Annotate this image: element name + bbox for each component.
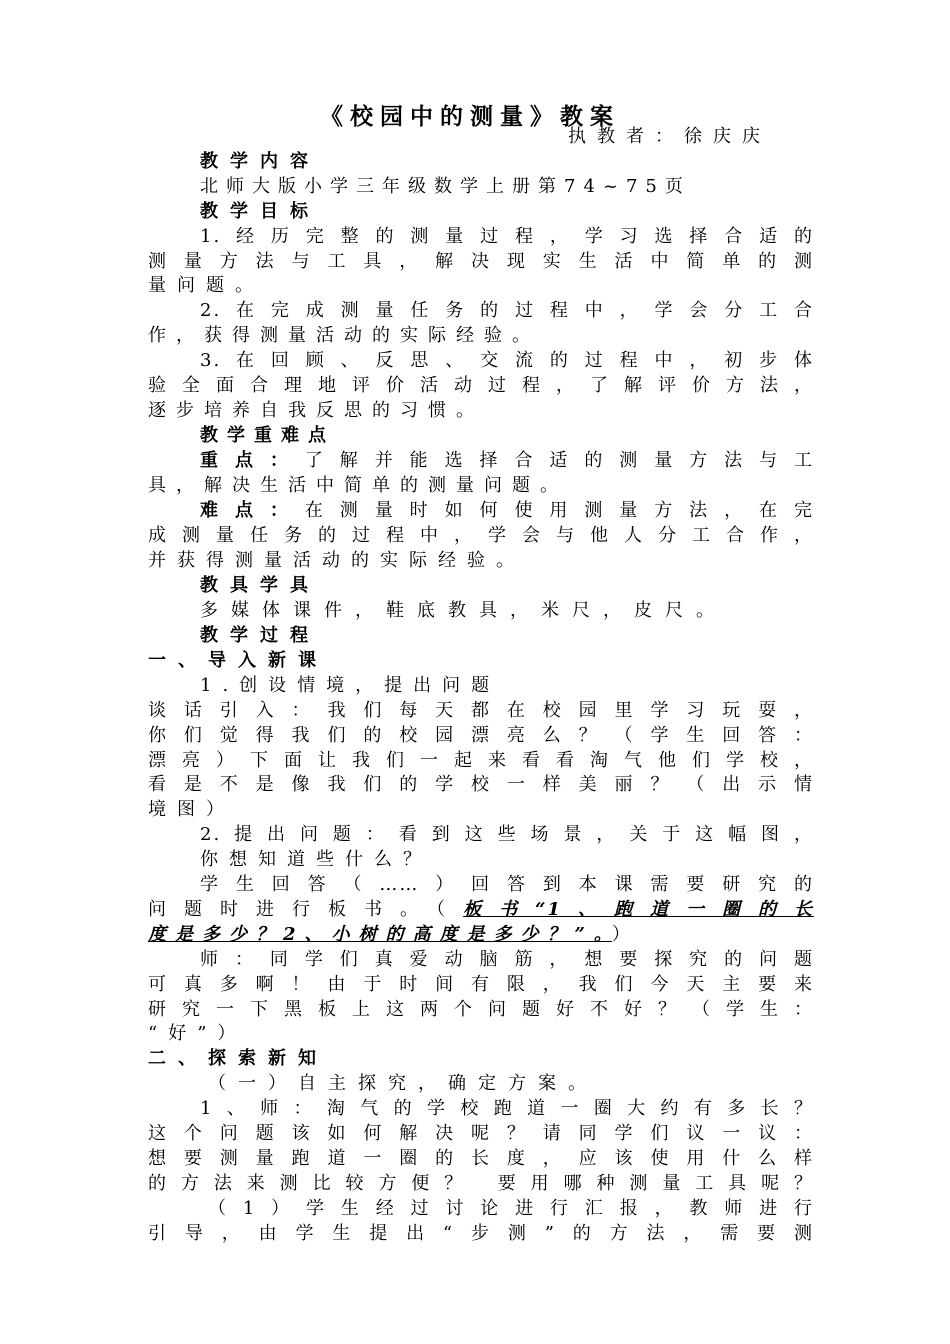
difficulty-line-2: 成测量任务的过程中，学会与他人分工合作， — [148, 525, 814, 546]
part-2-line-6: 引导，由学生提出“步测”的方法，需要测 — [148, 1223, 814, 1244]
tools-text: 多媒体课件，鞋底教具，米尺，皮尺。 — [200, 600, 727, 621]
goal-1-line-2: 测量方法与工具，解决现实生活中简单的测 — [148, 251, 814, 272]
heading-process: 教学过程 — [200, 625, 320, 646]
goal-1-line-3: 量问题。 — [148, 275, 264, 296]
part-2-line-3: 想要测量跑道一圈的长度，应该使用什么样 — [148, 1148, 814, 1169]
part-1-heading: 一、导入新课 — [148, 650, 328, 671]
board-note-2: 度是多少？2、小树的高度是多少？”。 — [148, 924, 612, 945]
content-text: 北师大版小学三年级数学上册第74~75页 — [200, 176, 691, 197]
key-point-label: 重点： — [200, 450, 305, 471]
part-1-line-11: 研究一下黑板上这两个问题好不好？（学生： — [148, 999, 814, 1020]
teacher-line: 执教者：徐庆庆 — [568, 126, 771, 147]
difficulty-line-3: 并获得测量活动的实际经验。 — [148, 550, 525, 571]
part-2-heading: 二、探索新知 — [148, 1048, 328, 1069]
key-point-line-1 — [200, 448, 814, 473]
goal-3-line-1: 3.在回顾、反思、交流的过程中，初步体 — [200, 350, 814, 371]
board-note-close: ） — [611, 924, 639, 945]
part-1-step-2: 2.提出问题：看到这些场景，关于这幅图， — [200, 824, 814, 845]
part-1-line-8 — [148, 922, 738, 947]
key-point-line-2: 具，解决生活中简单的测量问题。 — [148, 475, 568, 496]
board-note-1: 板书“1、跑道一圈的长 — [463, 899, 814, 920]
part-2-line-4: 的方法来测比较方便？ 要用哪种测量工具呢？ — [148, 1173, 814, 1194]
goal-3-line-2: 验全面合理地评价活动过程，了解评价方法， — [148, 375, 814, 396]
goal-2-line-1: 2.在完成测量任务的过程中，学会分工合 — [200, 300, 814, 321]
part-2-line-5: （1）学生经过讨论进行汇报，教师进行 — [208, 1198, 814, 1219]
difficulty-text-1: 在测量时如何使用测量方法，在完 — [304, 500, 815, 521]
difficulty-line-1 — [200, 498, 814, 523]
part-1-line-12: “好”） — [148, 1023, 247, 1044]
part-1-step-1: 1.创设情境，提出问题 — [200, 675, 501, 696]
key-point-text-1: 了解并能选择合适的测量方法与工 — [304, 450, 815, 471]
part-1-line-5: 境图） — [148, 799, 235, 820]
part-1-line-10: 可真多啊！由于时间有限，我们今天主要来 — [148, 974, 814, 995]
heading-content: 教学内容 — [200, 151, 320, 172]
part-1-line-3: 漂亮）下面让我们一起来看看淘气他们学校， — [148, 750, 814, 771]
part-1-line-9: 师：同学们真爱动脑筋，想要探究的问题 — [200, 949, 814, 970]
heading-key-points: 教学重难点 — [200, 425, 335, 446]
part-2-line-2: 这个问题该如何解决呢？请同学们议一议： — [148, 1123, 814, 1144]
part-2-line-1: 1、师：淘气的学校跑道一圈大约有多长？ — [200, 1098, 814, 1119]
part-1-line-7 — [148, 897, 814, 922]
goal-2-line-2: 作，获得测量活动的实际经验。 — [148, 325, 540, 346]
page-title: 《校园中的测量》教案 — [320, 103, 620, 130]
part-1-line-6: 学生回答（……）回答到本课需要研究的 — [200, 874, 814, 895]
goal-3-line-3: 逐步培养自我反思的习惯。 — [148, 400, 484, 421]
part-1-line-2: 你们觉得我们的校园漂亮么？（学生回答： — [148, 725, 814, 746]
goal-1-line-1: 1.经历完整的测量过程，学习选择合适的 — [200, 226, 814, 247]
part-1-line-7-text: 问题时进行板书。（ — [148, 899, 464, 920]
part-1-line-4: 看是不是像我们的学校一样美丽？（出示情 — [148, 774, 814, 795]
heading-tools: 教具学具 — [200, 575, 320, 596]
heading-goals: 教学目标 — [200, 201, 320, 222]
part-1-line-1: 谈话引入：我们每天都在校园里学习玩耍， — [148, 700, 814, 721]
difficulty-label: 难点： — [200, 500, 305, 521]
part-2-step-1: （一）自主探究，确定方案。 — [208, 1073, 598, 1094]
part-1-step-2-line-2: 你想知道些什么？ — [200, 849, 432, 870]
